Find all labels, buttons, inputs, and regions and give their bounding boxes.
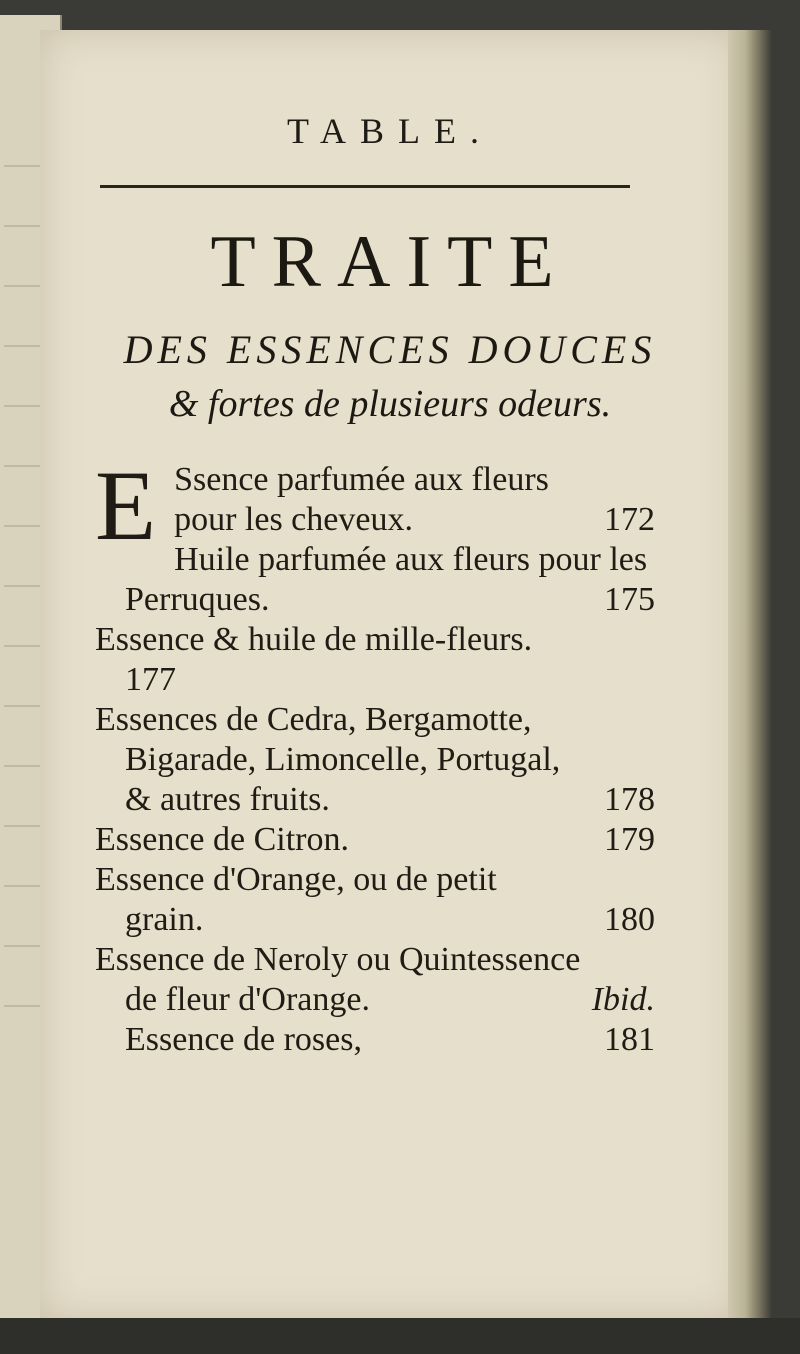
entry-line: Essences de Cedra, Bergamotte, — [95, 701, 532, 738]
entry-line: Essence d'Orange, ou de petit — [95, 861, 497, 898]
entry-line: Essence de Citron. — [95, 821, 349, 858]
toc-entry — [95, 620, 655, 700]
entry-line: Bigarade, Limoncelle, Portugal, — [125, 741, 561, 778]
entry-line: Ssence parfumée aux fleurs — [174, 461, 549, 498]
entry-line: & autres fruits. — [125, 781, 330, 818]
entry-line: Perruques. — [125, 581, 270, 618]
drop-capital: E — [95, 450, 157, 561]
page-number: 177 — [125, 661, 176, 698]
book-bottom-shadow — [0, 1318, 800, 1354]
page-fore-edge — [728, 30, 772, 1320]
toc-entry — [95, 940, 655, 1020]
running-head: TABLE. — [286, 111, 494, 151]
toc-entry — [95, 1020, 655, 1060]
page-number: 181 — [604, 1021, 655, 1058]
table-of-contents — [95, 450, 655, 1060]
entry-line: Essence de roses, — [125, 1021, 362, 1058]
toc-entry — [95, 820, 655, 860]
book-page — [40, 30, 740, 1320]
page-number: 175 — [604, 581, 655, 618]
entry-line: Huile parfumée aux fleurs pour les — [174, 541, 648, 578]
toc-entry — [95, 860, 655, 940]
toc-entry — [95, 700, 655, 820]
entry-line: Essence de Neroly ou Quintessence — [95, 941, 581, 978]
toc-entry — [95, 540, 655, 620]
page-number: 172 — [604, 501, 655, 538]
page-title: TRAITE — [210, 221, 570, 303]
entry-line: pour les cheveux. — [174, 501, 413, 538]
entry-line: Essence & huile de mille-fleurs. — [95, 621, 533, 658]
subtitle-line-1: DES ESSENCES DOUCES — [123, 327, 657, 372]
page-number: 178 — [604, 781, 655, 818]
page-number: Ibid. — [591, 981, 655, 1018]
page-number: 179 — [604, 821, 655, 858]
entry-line: grain. — [125, 901, 204, 938]
header-rule — [100, 185, 630, 188]
entry-line: de fleur d'Orange. — [125, 981, 370, 1018]
page-number: 180 — [604, 901, 655, 938]
subtitle-line-2: & fortes de plusieurs odeurs. — [168, 383, 612, 425]
